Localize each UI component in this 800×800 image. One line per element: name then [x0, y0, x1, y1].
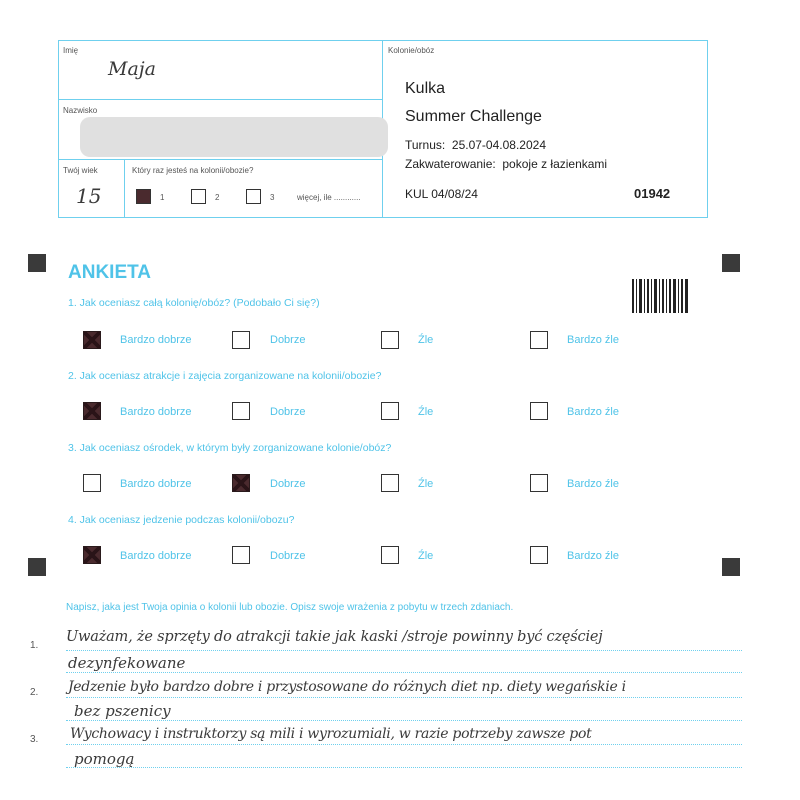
first-name-label: Imię: [63, 46, 79, 55]
times-option-3-label: 3: [270, 193, 275, 202]
q1-option-bardzo-zle-label: Bardzo źle: [567, 334, 619, 346]
opinion-line-4: [66, 720, 742, 721]
opinion-line-1: [66, 650, 742, 651]
times-option-1-label: 1: [160, 193, 165, 202]
q1-option-bardzo-dobrze-checkbox[interactable]: [83, 331, 101, 349]
opinion-number-2: 2.: [30, 687, 39, 698]
times-option-2-label: 2: [215, 193, 220, 202]
times-option-1-checkbox[interactable]: [136, 189, 151, 204]
q1-option-bardzo-zle-checkbox[interactable]: [530, 331, 548, 349]
q4-option-dobrze-checkbox[interactable]: [232, 546, 250, 564]
opinion-answer-2-line-2: bez pszenicy: [74, 702, 171, 720]
q3-option-zle-checkbox[interactable]: [381, 474, 399, 492]
opinion-line-2: [66, 672, 742, 673]
q4-option-bardzo-zle-label: Bardzo źle: [567, 550, 619, 562]
q1-option-dobrze-checkbox[interactable]: [232, 331, 250, 349]
opinion-answer-1-line-1: Uważam, że sprzęty do atrakcji takie jak kaski /stroje powinny być częściej: [66, 629, 603, 645]
q2-option-bardzo-zle-checkbox[interactable]: [530, 402, 548, 420]
q2-option-bardzo-dobrze-checkbox[interactable]: [83, 402, 101, 420]
opinion-number-1: 1.: [30, 640, 39, 651]
opinion-answer-1-line-2: dezynfekowane: [68, 654, 186, 672]
survey-title: ANKIETA: [68, 262, 152, 283]
camp-label: Kolonie/obóz: [388, 46, 435, 55]
age-value: 15: [76, 184, 102, 208]
age-label: Twój wiek: [63, 166, 98, 175]
q2-option-bardzo-dobrze-label: Bardzo dobrze: [120, 406, 192, 418]
registration-marker-right-bottom: [722, 558, 740, 576]
opinion-answer-3-line-1: Wychowacy i instruktorzy są mili i wyrozumiali, w razie potrzeby zawsze pot: [70, 726, 592, 742]
q3-option-bardzo-zle-checkbox[interactable]: [530, 474, 548, 492]
q4-option-bardzo-dobrze-label: Bardzo dobrze: [120, 550, 192, 562]
q2-option-zle-label: Źle: [418, 406, 434, 418]
camp-name-line1: Kulka: [405, 80, 446, 97]
question-4-text: 4. Jak oceniasz jedzenie podczas kolonii/obozu?: [68, 514, 295, 526]
question-3-text: 3. Jak oceniasz ośrodek, w którym były zorganizowane kolonie/obóz?: [68, 442, 392, 454]
q3-option-zle-label: Źle: [418, 478, 434, 490]
barcode: [632, 279, 688, 313]
header-divider-age: [124, 159, 125, 218]
q3-option-bardzo-dobrze-label: Bardzo dobrze: [120, 478, 192, 490]
opinion-line-3: [66, 697, 742, 698]
q2-option-dobrze-label: Dobrze: [270, 406, 306, 418]
q3-option-bardzo-zle-label: Bardzo źle: [567, 478, 619, 490]
registration-marker-left-bottom: [28, 558, 46, 576]
q3-option-bardzo-dobrze-checkbox[interactable]: [83, 474, 101, 492]
last-name-redacted: [80, 117, 388, 157]
opinion-answer-2-line-1: Jedzenie było bardzo dobre i przystosowane do różnych diet np. diety wegańskie i: [68, 679, 626, 695]
times-option-3-checkbox[interactable]: [246, 189, 261, 204]
q2-option-bardzo-zle-label: Bardzo źle: [567, 406, 619, 418]
first-name-value: Maja: [108, 58, 157, 80]
q4-option-zle-checkbox[interactable]: [381, 546, 399, 564]
opinion-number-3: 3.: [30, 734, 39, 745]
opinion-line-6: [66, 767, 742, 768]
accommodation-text: Zakwaterowanie: pokoje z łazienkami: [405, 157, 608, 171]
header-divider-1: [58, 99, 383, 100]
q2-option-zle-checkbox[interactable]: [381, 402, 399, 420]
q1-option-zle-checkbox[interactable]: [381, 331, 399, 349]
registration-marker-left-top: [28, 254, 46, 272]
form-number: 01942: [634, 186, 671, 201]
q1-option-bardzo-dobrze-label: Bardzo dobrze: [120, 334, 192, 346]
times-label: Który raz jesteś na kolonii/obozie?: [132, 166, 254, 175]
times-option-2-checkbox[interactable]: [191, 189, 206, 204]
q3-option-dobrze-label: Dobrze: [270, 478, 306, 490]
q1-option-dobrze-label: Dobrze: [270, 334, 306, 346]
opinion-prompt: Napisz, jaka jest Twoja opinia o kolonii lub obozie. Opisz swoje wrażenia z pobytu w trzech zdaniach.: [66, 602, 514, 613]
opinion-answer-3-line-2: pomogą: [74, 750, 135, 768]
q3-option-dobrze-checkbox[interactable]: [232, 474, 250, 492]
q4-option-dobrze-label: Dobrze: [270, 550, 306, 562]
last-name-label: Nazwisko: [63, 106, 98, 115]
opinion-line-5: [66, 744, 742, 745]
question-1-text: 1. Jak oceniasz całą kolonię/obóz? (Podobało Ci się?): [68, 297, 320, 309]
camp-name-line2: Summer Challenge: [405, 108, 542, 125]
q4-option-bardzo-zle-checkbox[interactable]: [530, 546, 548, 564]
header-divider-2: [58, 159, 383, 160]
q4-option-zle-label: Źle: [418, 550, 434, 562]
question-2-text: 2. Jak oceniasz atrakcje i zajęcia zorganizowane na kolonii/obozie?: [68, 370, 382, 382]
registration-marker-right-top: [722, 254, 740, 272]
q2-option-dobrze-checkbox[interactable]: [232, 402, 250, 420]
q1-option-zle-label: Źle: [418, 334, 434, 346]
times-option-more-label: więcej, ile ............: [297, 193, 361, 202]
camp-code: KUL 04/08/24: [405, 187, 478, 201]
q4-option-bardzo-dobrze-checkbox[interactable]: [83, 546, 101, 564]
turnus-text: Turnus: 25.07-04.08.2024: [405, 138, 546, 152]
